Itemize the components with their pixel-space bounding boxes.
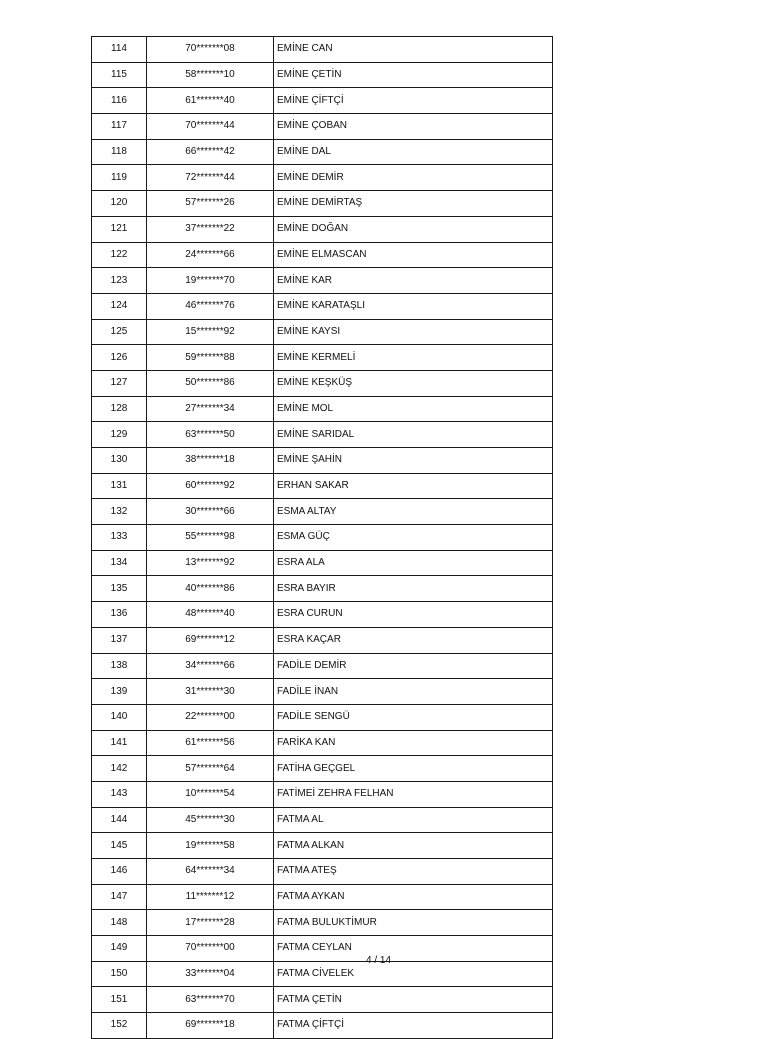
row-number-cell: 122 <box>92 242 147 268</box>
row-number-cell: 151 <box>92 987 147 1013</box>
row-number-cell: 120 <box>92 191 147 217</box>
id-number-cell: 11*******12 <box>147 884 274 910</box>
id-number-cell: 19*******70 <box>147 268 274 294</box>
table-row <box>92 88 553 114</box>
full-name-cell: EMİNE ŞAHİN <box>274 448 553 474</box>
row-number-cell: 149 <box>92 936 147 962</box>
row-number-cell: 116 <box>92 88 147 114</box>
id-number-cell: 57*******64 <box>147 756 274 782</box>
full-name-cell: FADİLE İNAN <box>274 679 553 705</box>
table-row <box>92 139 553 165</box>
row-number-cell: 137 <box>92 627 147 653</box>
full-name-cell: ESRA ALA <box>274 550 553 576</box>
row-number-cell: 135 <box>92 576 147 602</box>
row-number-cell: 128 <box>92 396 147 422</box>
table-row <box>92 216 553 242</box>
table-row <box>92 165 553 191</box>
table-row <box>92 910 553 936</box>
row-number-cell: 144 <box>92 807 147 833</box>
full-name-cell: FATMA ATEŞ <box>274 859 553 885</box>
table-row <box>92 345 553 371</box>
id-number-cell: 50*******86 <box>147 370 274 396</box>
full-name-cell: FATİMEİ ZEHRA FELHAN <box>274 781 553 807</box>
full-name-cell: EMİNE SARIDAL <box>274 422 553 448</box>
row-number-cell: 150 <box>92 961 147 987</box>
row-number-cell: 138 <box>92 653 147 679</box>
page-number: 4 / 14 <box>366 955 392 966</box>
table-row <box>92 370 553 396</box>
id-number-cell: 10*******54 <box>147 781 274 807</box>
row-number-cell: 124 <box>92 293 147 319</box>
full-name-cell: FATMA ÇİFTÇİ <box>274 1013 553 1039</box>
id-number-cell: 64*******34 <box>147 859 274 885</box>
row-number-cell: 132 <box>92 499 147 525</box>
table-row <box>92 448 553 474</box>
id-number-cell: 69*******18 <box>147 1013 274 1039</box>
id-number-cell: 34*******66 <box>147 653 274 679</box>
table-row <box>92 293 553 319</box>
full-name-cell: EMİNE DAL <box>274 139 553 165</box>
table-row <box>92 550 553 576</box>
full-name-cell: EMİNE ELMASCAN <box>274 242 553 268</box>
id-number-cell: 40*******86 <box>147 576 274 602</box>
table-body <box>92 37 553 1039</box>
table-row <box>92 807 553 833</box>
id-number-cell: 61*******56 <box>147 730 274 756</box>
full-name-cell: EMİNE DOĞAN <box>274 216 553 242</box>
full-name-cell: FATİHA GEÇGEL <box>274 756 553 782</box>
row-number-cell: 134 <box>92 550 147 576</box>
id-number-cell: 63*******50 <box>147 422 274 448</box>
row-number-cell: 114 <box>92 37 147 63</box>
row-number-cell: 115 <box>92 62 147 88</box>
row-number-cell: 126 <box>92 345 147 371</box>
row-number-cell: 123 <box>92 268 147 294</box>
id-number-cell: 66*******42 <box>147 139 274 165</box>
table-row <box>92 884 553 910</box>
full-name-cell: EMİNE ÇETİN <box>274 62 553 88</box>
table-row <box>92 781 553 807</box>
id-number-cell: 17*******28 <box>147 910 274 936</box>
row-number-cell: 148 <box>92 910 147 936</box>
id-number-cell: 33*******04 <box>147 961 274 987</box>
row-number-cell: 133 <box>92 525 147 551</box>
table-row <box>92 37 553 63</box>
row-number-cell: 140 <box>92 704 147 730</box>
full-name-cell: FATMA AYKAN <box>274 884 553 910</box>
full-name-cell: ESRA BAYIR <box>274 576 553 602</box>
full-name-cell: EMİNE DEMİRTAŞ <box>274 191 553 217</box>
table-row <box>92 602 553 628</box>
row-number-cell: 142 <box>92 756 147 782</box>
full-name-cell: FADİLE DEMİR <box>274 653 553 679</box>
row-number-cell: 147 <box>92 884 147 910</box>
id-number-cell: 30*******66 <box>147 499 274 525</box>
full-name-cell: FATMA BULUKTİMUR <box>274 910 553 936</box>
id-number-cell: 37*******22 <box>147 216 274 242</box>
id-number-cell: 61*******40 <box>147 88 274 114</box>
list-table <box>91 36 553 1039</box>
id-number-cell: 22*******00 <box>147 704 274 730</box>
table-row <box>92 833 553 859</box>
full-name-cell: EMİNE KERMELİ <box>274 345 553 371</box>
table-row <box>92 396 553 422</box>
table-row <box>92 499 553 525</box>
full-name-cell: EMİNE ÇOBAN <box>274 114 553 140</box>
full-name-cell: EMİNE KAR <box>274 268 553 294</box>
id-number-cell: 72*******44 <box>147 165 274 191</box>
id-number-cell: 46*******76 <box>147 293 274 319</box>
table-row <box>92 525 553 551</box>
full-name-cell: EMİNE KARATAŞLI <box>274 293 553 319</box>
id-number-cell: 31*******30 <box>147 679 274 705</box>
row-number-cell: 129 <box>92 422 147 448</box>
table-row <box>92 422 553 448</box>
table-row <box>92 987 553 1013</box>
row-number-cell: 131 <box>92 473 147 499</box>
id-number-cell: 57*******26 <box>147 191 274 217</box>
row-number-cell: 141 <box>92 730 147 756</box>
table-row <box>92 268 553 294</box>
table-row <box>92 1013 553 1039</box>
row-number-cell: 146 <box>92 859 147 885</box>
row-number-cell: 145 <box>92 833 147 859</box>
table-row <box>92 653 553 679</box>
row-number-cell: 130 <box>92 448 147 474</box>
full-name-cell: ERHAN SAKAR <box>274 473 553 499</box>
row-number-cell: 117 <box>92 114 147 140</box>
id-number-cell: 15*******92 <box>147 319 274 345</box>
table-row <box>92 242 553 268</box>
full-name-cell: EMİNE ÇİFTÇİ <box>274 88 553 114</box>
id-number-cell: 63*******70 <box>147 987 274 1013</box>
id-number-cell: 48*******40 <box>147 602 274 628</box>
table-row <box>92 936 553 962</box>
id-number-cell: 58*******10 <box>147 62 274 88</box>
row-number-cell: 119 <box>92 165 147 191</box>
table-row <box>92 961 553 987</box>
id-number-cell: 59*******88 <box>147 345 274 371</box>
id-number-cell: 24*******66 <box>147 242 274 268</box>
full-name-cell: FATMA CİVELEK <box>274 961 553 987</box>
row-number-cell: 143 <box>92 781 147 807</box>
row-number-cell: 125 <box>92 319 147 345</box>
id-number-cell: 70*******44 <box>147 114 274 140</box>
id-number-cell: 69*******12 <box>147 627 274 653</box>
full-name-cell: FATMA ALKAN <box>274 833 553 859</box>
full-name-cell: EMİNE KEŞKÜŞ <box>274 370 553 396</box>
full-name-cell: FATMA ÇETİN <box>274 987 553 1013</box>
id-number-cell: 38*******18 <box>147 448 274 474</box>
table-row <box>92 756 553 782</box>
full-name-cell: EMİNE KAYSI <box>274 319 553 345</box>
id-number-cell: 45*******30 <box>147 807 274 833</box>
id-number-cell: 70*******00 <box>147 936 274 962</box>
full-name-cell: FADİLE SENGÜ <box>274 704 553 730</box>
id-number-cell: 27*******34 <box>147 396 274 422</box>
full-name-cell: ESRA CURUN <box>274 602 553 628</box>
row-number-cell: 152 <box>92 1013 147 1039</box>
table-row <box>92 319 553 345</box>
id-number-cell: 70*******08 <box>147 37 274 63</box>
row-number-cell: 121 <box>92 216 147 242</box>
full-name-cell: ESMA ALTAY <box>274 499 553 525</box>
table-row <box>92 191 553 217</box>
table-row <box>92 62 553 88</box>
id-number-cell: 13*******92 <box>147 550 274 576</box>
table-row <box>92 859 553 885</box>
full-name-cell: FATMA CEYLAN <box>274 936 553 962</box>
table-row <box>92 576 553 602</box>
full-name-cell: EMİNE DEMİR <box>274 165 553 191</box>
table-row <box>92 114 553 140</box>
table-row <box>92 473 553 499</box>
row-number-cell: 139 <box>92 679 147 705</box>
table-row <box>92 704 553 730</box>
row-number-cell: 127 <box>92 370 147 396</box>
table-row <box>92 730 553 756</box>
full-name-cell: EMİNE MOL <box>274 396 553 422</box>
table-row <box>92 679 553 705</box>
full-name-cell: FATMA AL <box>274 807 553 833</box>
full-name-cell: ESMA GÜÇ <box>274 525 553 551</box>
full-name-cell: EMİNE CAN <box>274 37 553 63</box>
row-number-cell: 136 <box>92 602 147 628</box>
full-name-cell: FARİKA KAN <box>274 730 553 756</box>
id-number-cell: 55*******98 <box>147 525 274 551</box>
full-name-cell: ESRA KAÇAR <box>274 627 553 653</box>
table-row <box>92 627 553 653</box>
id-number-cell: 60*******92 <box>147 473 274 499</box>
id-number-cell: 19*******58 <box>147 833 274 859</box>
row-number-cell: 118 <box>92 139 147 165</box>
